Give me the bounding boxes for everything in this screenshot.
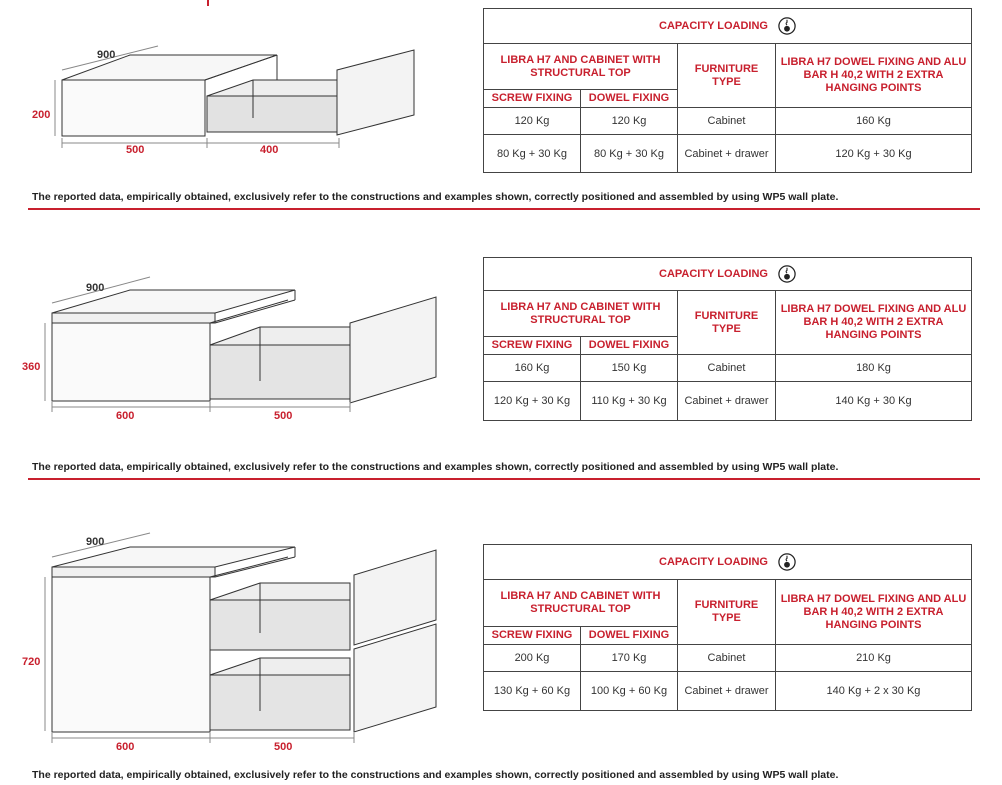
section-3 bbox=[0, 525, 1002, 785]
alu-cabinet-drawer: 140 Kg + 2 x 30 Kg bbox=[776, 672, 972, 711]
screw-fixing-header: SCREW FIXING bbox=[484, 337, 581, 355]
section-2 bbox=[0, 245, 1002, 485]
dim-width: 900 bbox=[86, 282, 105, 294]
capacity-header bbox=[484, 258, 972, 291]
alu-cabinet: 180 Kg bbox=[776, 355, 972, 382]
dim-height: 720 bbox=[22, 656, 41, 668]
dim-right: 500 bbox=[274, 410, 293, 422]
screw-cabinet-drawer: 80 Kg + 30 Kg bbox=[484, 135, 581, 173]
section-divider bbox=[28, 478, 980, 480]
capacity-label: CAPACITY LOADING bbox=[659, 268, 768, 280]
dowel-fixing-header: DOWEL FIXING bbox=[581, 90, 678, 108]
alu-bar-header: LIBRA H7 DOWEL FIXING AND ALU BAR H 40,2 WITH 2 EXTRA HANGING POINTS bbox=[776, 44, 972, 108]
col1-header: LIBRA H7 AND CABINET WITH STRUCTURAL TOP bbox=[484, 44, 678, 90]
hook-weight-icon bbox=[778, 553, 796, 571]
capacity-table-3 bbox=[483, 544, 972, 711]
dim-right: 500 bbox=[274, 741, 293, 753]
screw-fixing-header: SCREW FIXING bbox=[484, 90, 581, 108]
type-cabinet: Cabinet bbox=[678, 355, 776, 382]
dowel-cabinet-drawer: 110 Kg + 30 Kg bbox=[581, 382, 678, 421]
alu-cabinet: 210 Kg bbox=[776, 645, 972, 672]
cabinet-drawing-2 bbox=[0, 245, 460, 435]
type-cabinet-drawer: Cabinet + drawer bbox=[678, 135, 776, 173]
hook-weight-icon bbox=[778, 265, 796, 283]
screw-cabinet: 160 Kg bbox=[484, 355, 581, 382]
alu-cabinet-drawer: 140 Kg + 30 Kg bbox=[776, 382, 972, 421]
alu-cabinet-drawer: 120 Kg + 30 Kg bbox=[776, 135, 972, 173]
screw-cabinet-drawer: 130 Kg + 60 Kg bbox=[484, 672, 581, 711]
type-cabinet-drawer: Cabinet + drawer bbox=[678, 672, 776, 711]
screw-fixing-header: SCREW FIXING bbox=[484, 627, 581, 645]
type-cabinet-drawer: Cabinet + drawer bbox=[678, 382, 776, 421]
dim-height: 360 bbox=[22, 361, 41, 373]
type-cabinet: Cabinet bbox=[678, 108, 776, 135]
screw-cabinet-drawer: 120 Kg + 30 Kg bbox=[484, 382, 581, 421]
dim-left: 600 bbox=[116, 741, 135, 753]
capacity-table-2 bbox=[483, 257, 972, 421]
furniture-type-header: FURNITURE TYPE bbox=[678, 44, 776, 108]
alu-cabinet: 160 Kg bbox=[776, 108, 972, 135]
dim-width: 900 bbox=[86, 536, 105, 548]
dowel-fixing-header: DOWEL FIXING bbox=[581, 627, 678, 645]
dim-left: 600 bbox=[116, 410, 135, 422]
dowel-fixing-header: DOWEL FIXING bbox=[581, 337, 678, 355]
alu-bar-header: LIBRA H7 DOWEL FIXING AND ALU BAR H 40,2 WITH 2 EXTRA HANGING POINTS bbox=[776, 291, 972, 355]
disclaimer-note: The reported data, empirically obtained, exclusively refer to the constructions and examples shown, correctly positioned and assembled by using WP5 wall plate. bbox=[32, 461, 839, 473]
dowel-cabinet: 150 Kg bbox=[581, 355, 678, 382]
col1-header: LIBRA H7 AND CABINET WITH STRUCTURAL TOP bbox=[484, 291, 678, 337]
disclaimer-note: The reported data, empirically obtained, exclusively refer to the constructions and examples shown, correctly positioned and assembled by using WP5 wall plate. bbox=[32, 769, 839, 781]
section-divider bbox=[28, 208, 980, 210]
dim-left: 500 bbox=[126, 144, 145, 156]
cabinet-drawing-3 bbox=[0, 525, 460, 760]
dim-height: 200 bbox=[32, 109, 51, 121]
screw-cabinet: 120 Kg bbox=[484, 108, 581, 135]
dim-right: 400 bbox=[260, 144, 279, 156]
capacity-header bbox=[484, 545, 972, 580]
dowel-cabinet: 170 Kg bbox=[581, 645, 678, 672]
cabinet-drawing-1 bbox=[0, 0, 460, 200]
type-cabinet: Cabinet bbox=[678, 645, 776, 672]
furniture-type-header: FURNITURE TYPE bbox=[678, 291, 776, 355]
dim-width: 900 bbox=[97, 49, 116, 61]
capacity-label: CAPACITY LOADING bbox=[659, 20, 768, 32]
col1-header: LIBRA H7 AND CABINET WITH STRUCTURAL TOP bbox=[484, 580, 678, 627]
disclaimer-note: The reported data, empirically obtained, exclusively refer to the constructions and examples shown, correctly positioned and assembled by using WP5 wall plate. bbox=[32, 191, 839, 203]
hook-weight-icon bbox=[778, 17, 796, 35]
dowel-cabinet: 120 Kg bbox=[581, 108, 678, 135]
dowel-cabinet-drawer: 100 Kg + 60 Kg bbox=[581, 672, 678, 711]
capacity-table-1 bbox=[483, 8, 972, 173]
capacity-header bbox=[484, 9, 972, 44]
alu-bar-header: LIBRA H7 DOWEL FIXING AND ALU BAR H 40,2 WITH 2 EXTRA HANGING POINTS bbox=[776, 580, 972, 645]
capacity-label: CAPACITY LOADING bbox=[659, 556, 768, 568]
section-1 bbox=[0, 0, 1002, 215]
furniture-type-header: FURNITURE TYPE bbox=[678, 580, 776, 645]
dowel-cabinet-drawer: 80 Kg + 30 Kg bbox=[581, 135, 678, 173]
screw-cabinet: 200 Kg bbox=[484, 645, 581, 672]
